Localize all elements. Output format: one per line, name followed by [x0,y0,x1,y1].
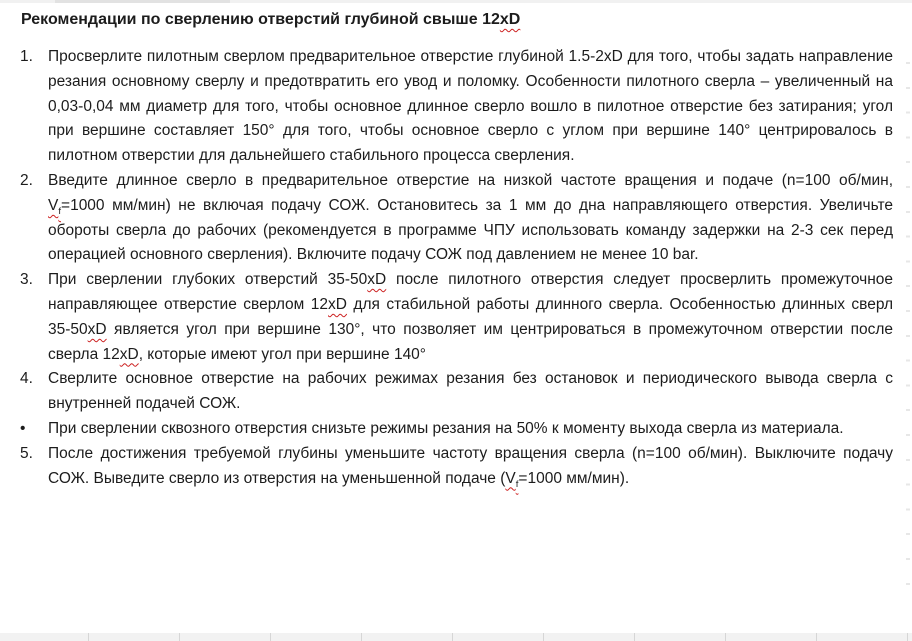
list-item-text: Введите длинное сверло в предварительное отверстие на низкой частоте вращения и подаче (n=100 об/мин, $V_f=1000$ мм/мин) не включая подачу СОЖ. Остановитесь за 1 мм до дна направляющего отверстия. Увеличьте обороты сверла до рабочих (рекомендуется в программе ЧПУ использовать команду задержки на 2-3 сек перед операцией основного сверления). Включите подачу СОЖ под давлением не менее 10 bar. [48,171,893,264]
list-item [20,169,893,268]
list-item-text: При сверлении глубоких отверстий 35-50xD после пилотного отверстия следует просверлить промежуточное направляющее отверстие сверлом 12xD для стабильной работы длинного сверла. Особенностью длинных сверл 35-50xD является угол при вершине 130°, что позволяет им центрироваться в промежуточном отверстии после сверла 12xD, которые имеют угол при вершине 140° [48,271,894,363]
bottom-edge-artifact [0,633,912,641]
list-marker: • [20,419,26,437]
list-marker: 2. [20,171,33,189]
page-title-text: Рекомендации по сверлению отверстий глубиной свыше 12 [21,11,500,28]
list-marker: 3. [20,271,33,289]
list-item [20,268,893,367]
list-item-text: Просверлите пилотным сверлом предварительное отверстие глубиной 1.5-2xD для того, чтобы задать направление резания основному сверлу и предотвратить его увод и поломку. Особенности пилотного сверла – увеличенный на 0,03-0,04 мм диаметр для того, чтобы основное длинное сверло вошло в пилотное отверстие без затирания; угол при вершине составляет 150° для того, чтобы основное сверло с углом при вершине 140° центрировалось в пилотном отверстии для дальнейшего стабильного процесса сверления. [48,48,893,165]
list-item [20,45,893,169]
page-title-misspelled-word: xD [499,11,521,28]
list-marker: 1. [20,48,33,65]
list-item-text: При сверлении сквозного отверстия снизьте режимы резания на 50% к моменту выхода сверла из материала. [48,419,844,437]
right-edge-artifact [906,62,910,601]
page-title [21,9,893,31]
list-item-text: Сверлите основное отверстие на рабочих режимах резания без остановок и периодического вывода сверла с внутренней подачей СОЖ. [48,370,893,413]
list-item [20,442,893,492]
list-item-text: После достижения требуемой глубины уменьшите частоту вращения сверла (n=100 об/мин). Выключите подачу СОЖ. Выведите сверло из отверстия на уменьшенной подаче ($V_f=1000$ мм/мин). [48,444,893,490]
list-item [20,367,893,417]
list-item [20,417,893,442]
list-marker: 5. [20,444,33,462]
recommendations-list [20,45,893,491]
list-marker: 4. [20,370,33,388]
